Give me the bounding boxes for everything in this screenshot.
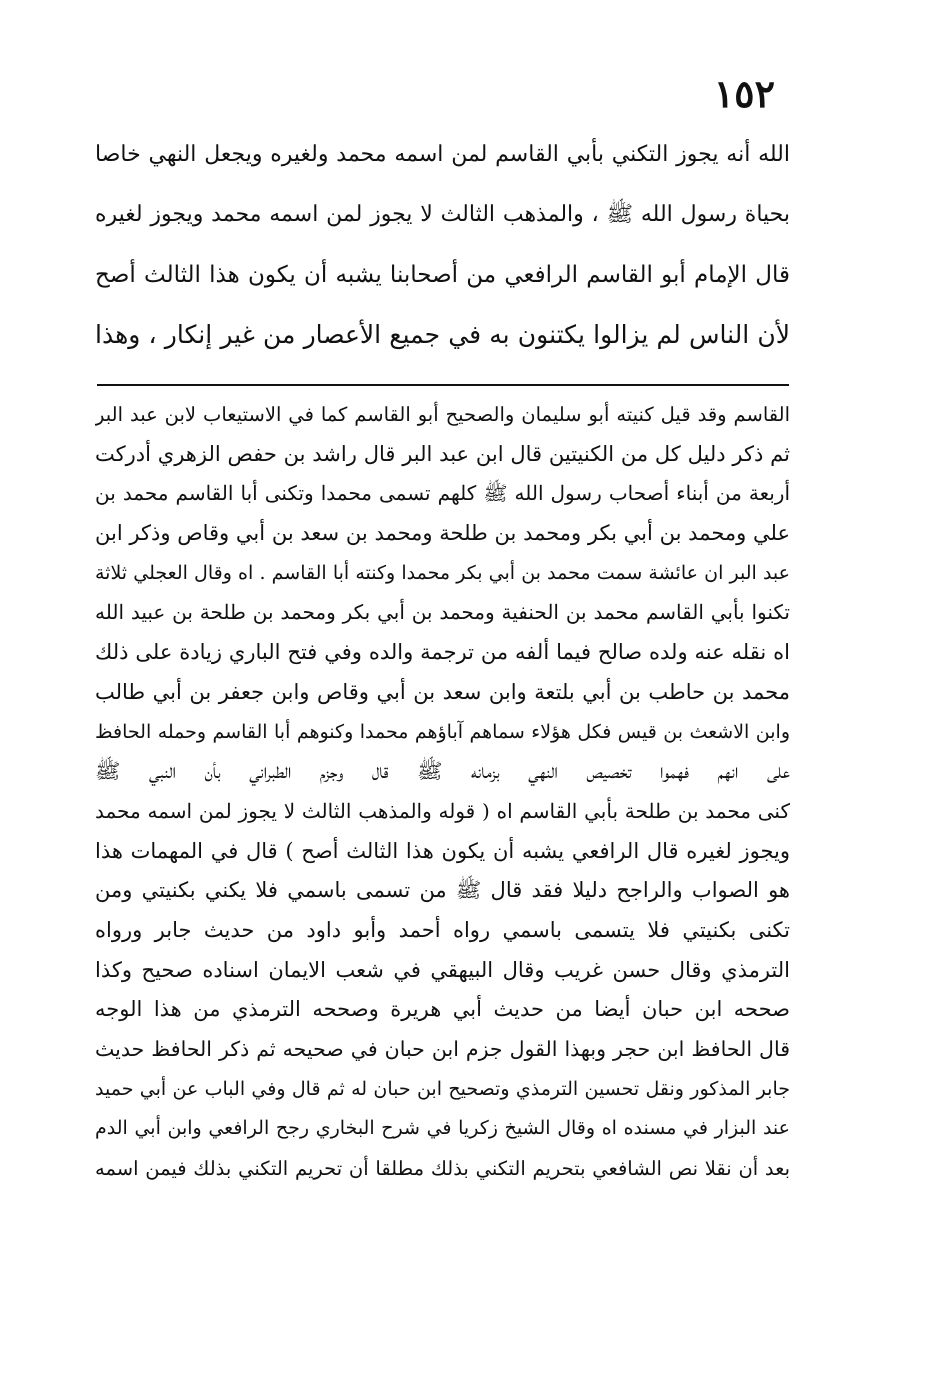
footnote-line: صححه ابن حبان أيضا من حديث أبي هريرة وصححه الترمذي من هذا الوجه [95, 997, 790, 1022]
footnote-line: القاسم وقد قيل كنيته أبو سليمان والصحيح أبو القاسم كما في الاستيعاب لابن عبد البر [95, 403, 790, 426]
footnote-divider [97, 384, 789, 386]
footnote-line: جابر المذكور ونقل تحسين الترمذي وتصحيح ابن حبان له ثم قال وفي الباب عن أبي حميد [95, 1077, 790, 1100]
main-text-line: الله أنه يجوز التكني بأبي القاسم لمن اسمه محمد ولغيره ويجعل النهي خاصا [95, 142, 790, 167]
footnote-line: قال الحافظ ابن حجر وبهذا القول جزم ابن حبان في صحيحه ثم ذكر الحافظ حديث [95, 1037, 790, 1061]
main-text-block [95, 125, 790, 365]
main-text-line: بحياة رسول الله ﷺ ، والمذهب الثالث لا يجوز لمن اسمه محمد ويجوز لغيره [95, 202, 790, 227]
page-number: ١٥٢ [713, 71, 775, 116]
footnote-line: تكنى بكنيتي فلا يتسمى باسمي رواه أحمد وأبو داود من حديث جابر ورواه [95, 917, 790, 942]
footnote-line: وابن الاشعث بن قيس فكل هؤلاء سماهم آباؤهم محمدا وكنوهم أبا القاسم وحمله الحافظ [95, 720, 790, 743]
footnote-line: هو الصواب والراجح دليلا فقد قال ﷺ من تسمى باسمي فلا يكني بكنيتي ومن [95, 878, 790, 903]
footnote-line: عند البزار في مسنده اه وقال الشيخ زكريا في شرح البخاري رجح الرافعي وابن أبي الدم [95, 1117, 790, 1140]
footnote-line: ويجوز لغيره قال الرافعي يشبه أن يكون هذا الثالث أصح ) قال في المهمات هذا [95, 838, 790, 863]
footnote-line: أربعة من أبناء أصحاب رسول الله ﷺ كلهم تسمى محمدا وتكنى أبا القاسم محمد بن [95, 481, 790, 506]
footnotes-block [95, 395, 790, 1189]
footnote-line: اه نقله عنه ولده صالح فيما ألفه من ترجمة والده وفي فتح الباري زيادة على ذلك [95, 640, 790, 665]
footnote-line: على انهم فهموا تخصيص النهي بزمانه ﷺ قال وجزم الطبراني بأن النبي ﷺ [95, 759, 790, 784]
footnote-line: محمد بن حاطب بن أبي بلتعة وابن سعد بن أبي وقاص وابن جعفر بن أبي طالب [95, 679, 790, 704]
main-text-line: لأن الناس لم يزالوا يكتنون به في جميع الأعصار من غير إنكار ، وهذا [95, 320, 790, 349]
footnote-line: كنى محمد بن طلحة بأبي القاسم اه ( قوله والمذهب الثالث لا يجوز لمن اسمه محمد [95, 798, 790, 823]
footnote-line: علي ومحمد بن أبي بكر ومحمد بن طلحة ومحمد بن سعد بن أبي وقاص وذكر ابن [95, 521, 790, 546]
footnote-line: ثم ذكر دليل كل من الكنيتين قال ابن عبد البر قال راشد بن حفص الزهري أدركت [95, 441, 790, 466]
footnote-line: عبد البر ان عائشة سمت محمد بن أبي بكر محمدا وكنته أبا القاسم . اه وقال العجلي ثلاثة [95, 561, 790, 584]
main-text-line: قال الإمام أبو القاسم الرافعي من أصحابنا يشبه أن يكون هذا الثالث أصح [95, 262, 790, 288]
footnote-line: الترمذي وقال حسن غريب وقال البيهقي في شعب الايمان اسناده صحيح وكذا [95, 957, 790, 982]
footnote-line: تكنوا بأبي القاسم محمد بن الحنفية ومحمد بن أبي بكر ومحمد بن طلحة بن عبيد الله [95, 600, 790, 625]
footnote-line: بعد أن نقلا نص الشافعي بتحريم التكني بذلك مطلقا أن تحريم التكني بذلك فيمن اسمه [95, 1157, 790, 1181]
